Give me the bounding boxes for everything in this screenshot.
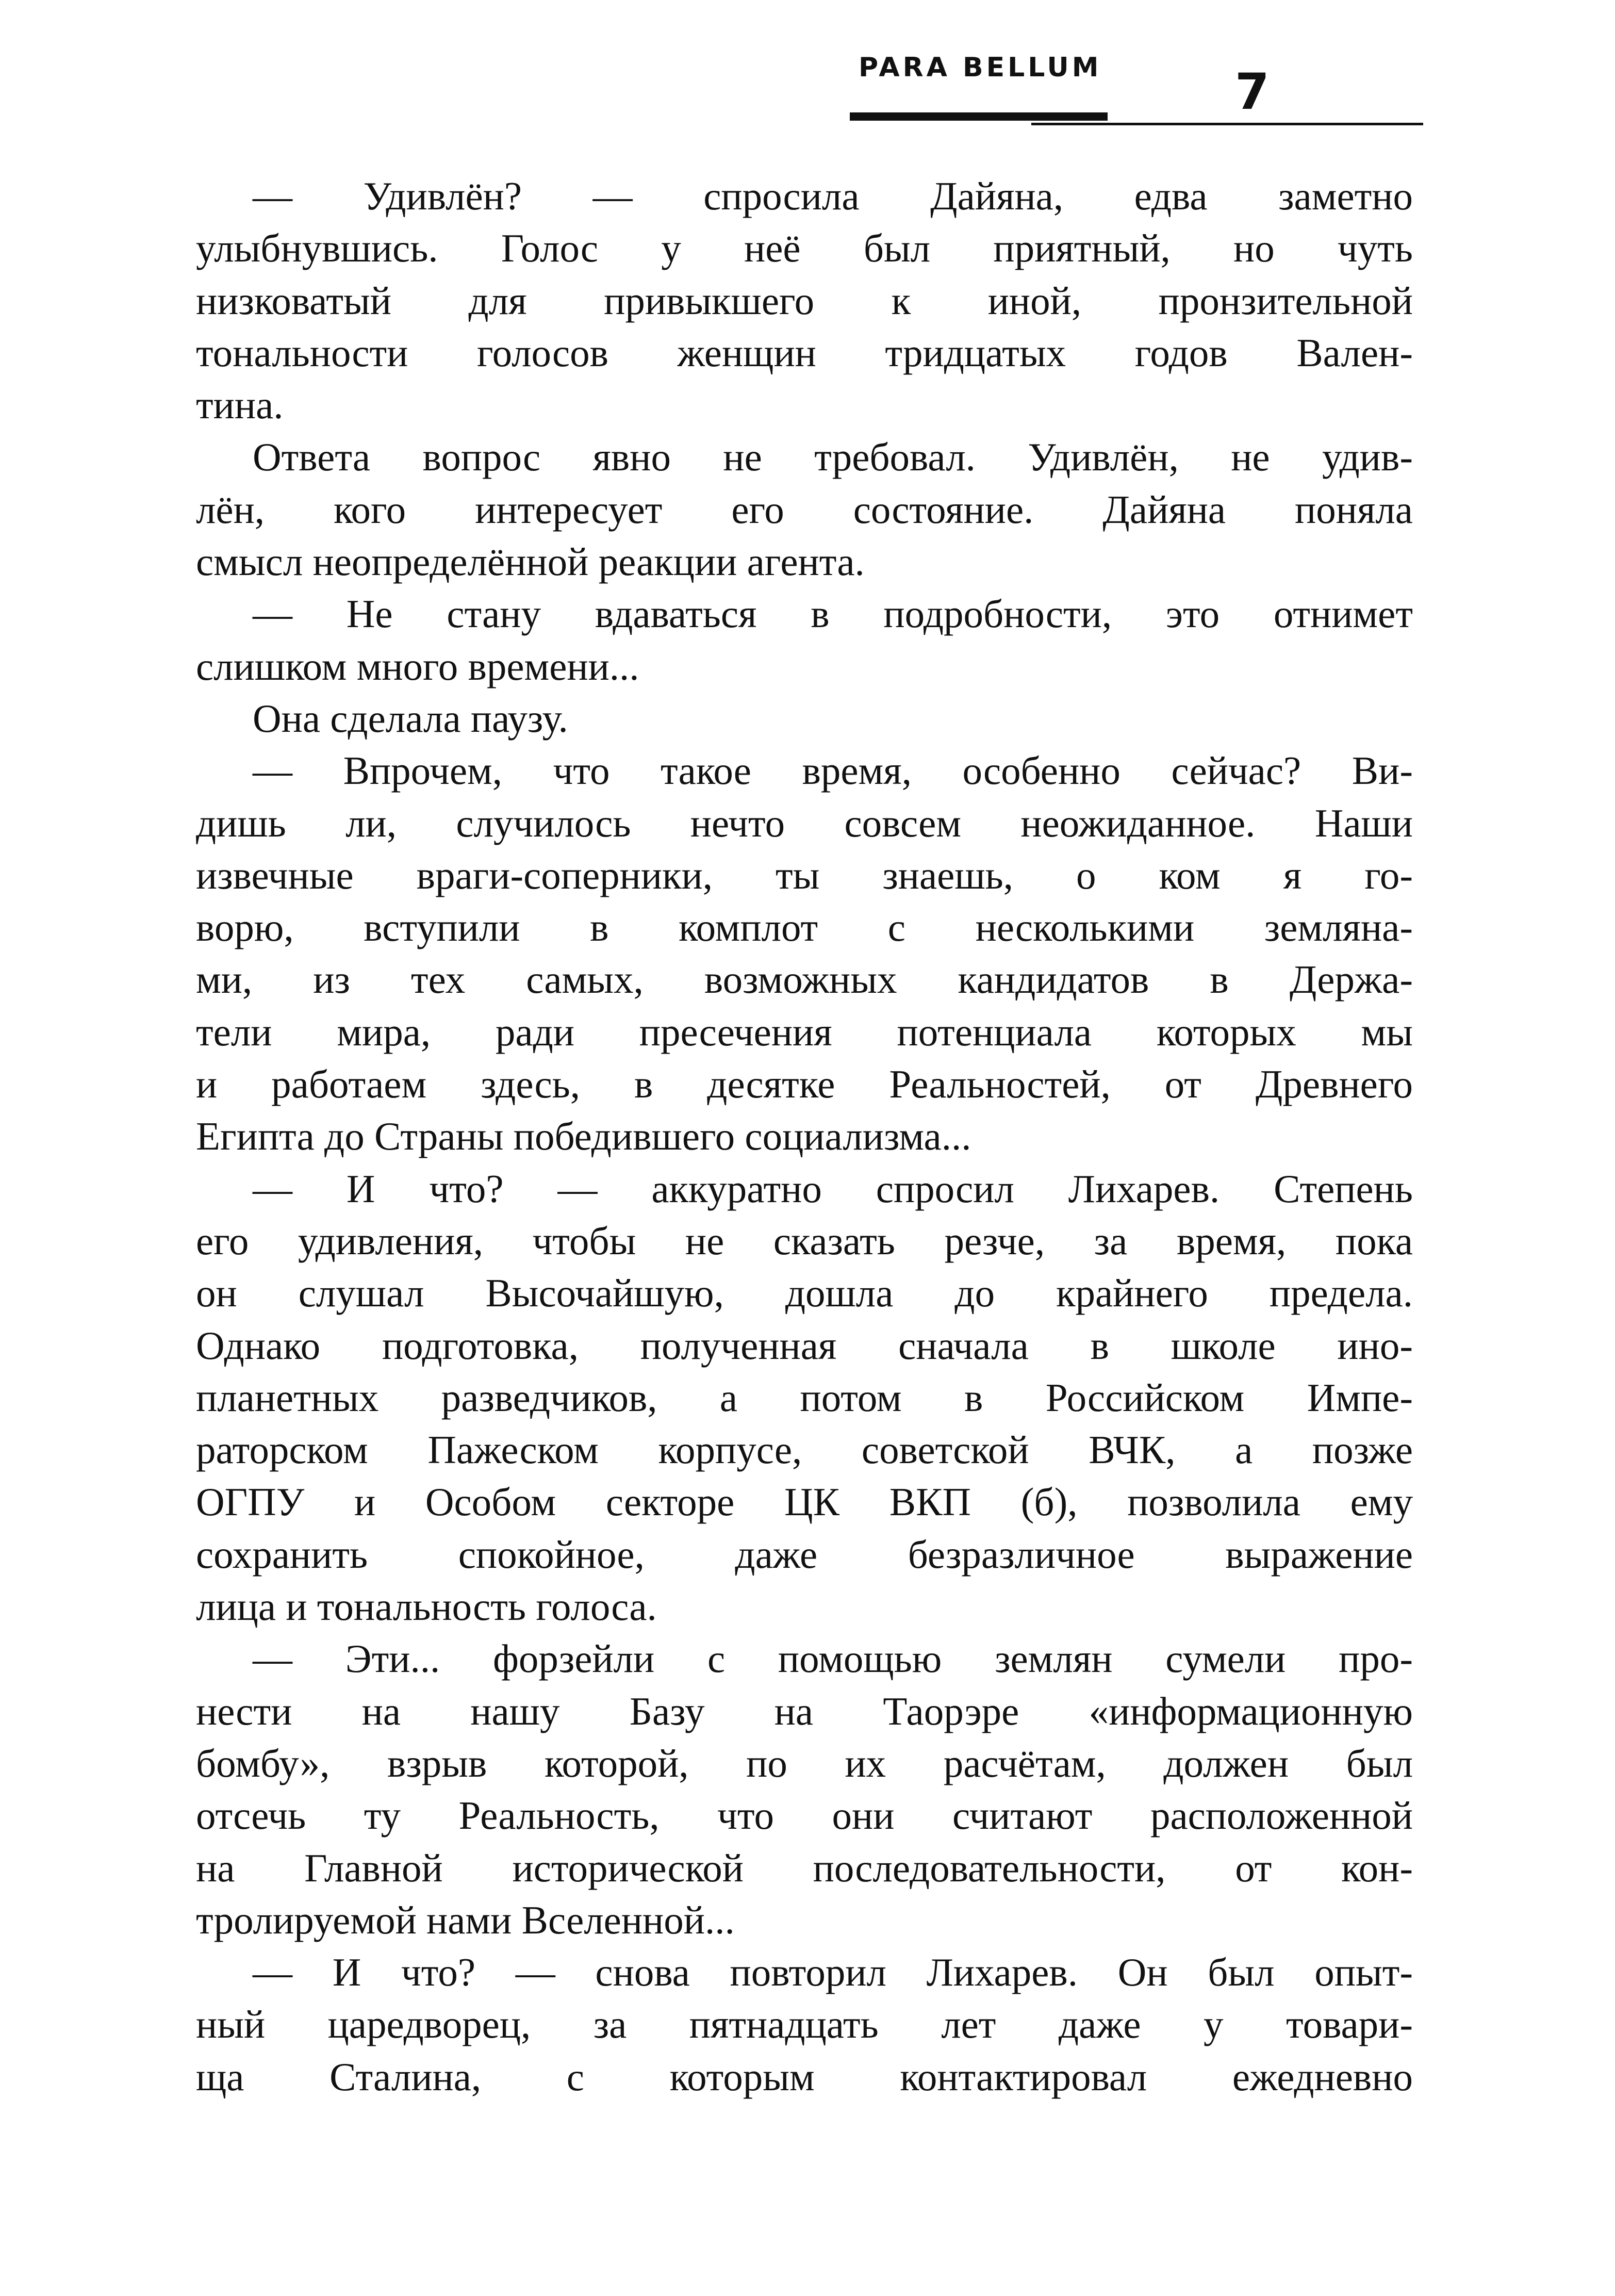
text-line: — И что? — аккуратно спросил Лихарев. Степень (253, 1166, 1413, 1211)
text-line: отсечь ту Реальность, что они считают расположенной (196, 1793, 1413, 1838)
text-line: тролируемой нами Вселенной... (196, 1897, 735, 1942)
text-line: на Главной исторической последовательности, от кон- (196, 1845, 1413, 1890)
text-line: бомбу», взрыв которой, по их расчётам, должен был (196, 1741, 1413, 1785)
body-text (196, 170, 1413, 2103)
text-line: тональности голосов женщин тридцатых годов Вален- (196, 330, 1413, 375)
text-line: лён, кого интересует его состояние. Дайяна поняла (196, 487, 1413, 532)
text-line: нести на нашу Базу на Таорэре «информационную (196, 1688, 1413, 1733)
text-line: ми, из тех самых, возможных кандидатов в Держа- (196, 957, 1413, 1002)
text-line: Однако подготовка, полученная сначала в школе ино- (196, 1323, 1413, 1368)
text-line: ОГПУ и Особом секторе ЦК ВКП (б), позволила ему (196, 1480, 1413, 1524)
text-line: сохранить спокойное, даже безразличное выражение (196, 1532, 1413, 1577)
text-line: — Удивлён? — спросила Дайяна, едва заметно (253, 174, 1413, 218)
text-line: Ответа вопрос явно не требовал. Удивлён, не удив- (253, 435, 1413, 480)
text-line: тели мира, ради пресечения потенциала которых мы (196, 1009, 1413, 1054)
header-rule-thick (850, 112, 1108, 121)
text-line: улыбнувшись. Голос у неё был приятный, но чуть (196, 226, 1413, 271)
text-line: и работаем здесь, в десятке Реальностей, от Древнего (196, 1062, 1413, 1107)
text-line: — Не стану вдаваться в подробности, это отнимет (253, 592, 1413, 636)
text-line: слишком много времени... (196, 644, 639, 688)
text-line: ворю, вступили в комплот с несколькими землянa- (196, 905, 1413, 950)
text-line: ща Сталина, с которым контактировал ежедневно (196, 2054, 1413, 2099)
text-line: лица и тональность голоса. (196, 1584, 657, 1629)
text-line: он слушал Высочайшую, дошла до крайнего предела. (196, 1271, 1413, 1316)
text-line: дишь ли, случилось нечто совсем неожиданное. Наши (196, 800, 1413, 845)
text-line: — Впрочем, что такое время, особенно сейчас? Ви- (253, 748, 1413, 793)
header-rule-thin (1031, 123, 1423, 125)
text-line: низковатый для привыкшего к иной, пронзительной (196, 278, 1413, 323)
text-line: тина. (196, 383, 284, 428)
running-title: PARA BELLUM (859, 52, 1102, 83)
text-line: — Эти... форзейли с помощью землян сумели про- (253, 1636, 1413, 1681)
text-line: Она сделала паузу. (253, 696, 568, 741)
text-line: — И что? — снова повторил Лихарев. Он был опыт- (253, 1950, 1413, 1995)
text-line: планетных разведчиков, а потом в Российском Импе- (196, 1375, 1413, 1420)
text-line: ный царедворец, за пятнадцать лет даже у товари- (196, 2002, 1413, 2047)
text-line: Египта до Страны победившего социализма... (196, 1114, 971, 1159)
page-number: 7 (1235, 63, 1270, 121)
text-line: его удивления, чтобы не сказать резче, за время, пока (196, 1218, 1413, 1263)
text-line: смысл неопределённой реакции агента. (196, 539, 865, 584)
text-line: раторском Пажеском корпусе, советской ВЧК, а позже (196, 1428, 1413, 1472)
text-line: извечные враги-соперники, ты знаешь, о ком я го- (196, 852, 1413, 897)
